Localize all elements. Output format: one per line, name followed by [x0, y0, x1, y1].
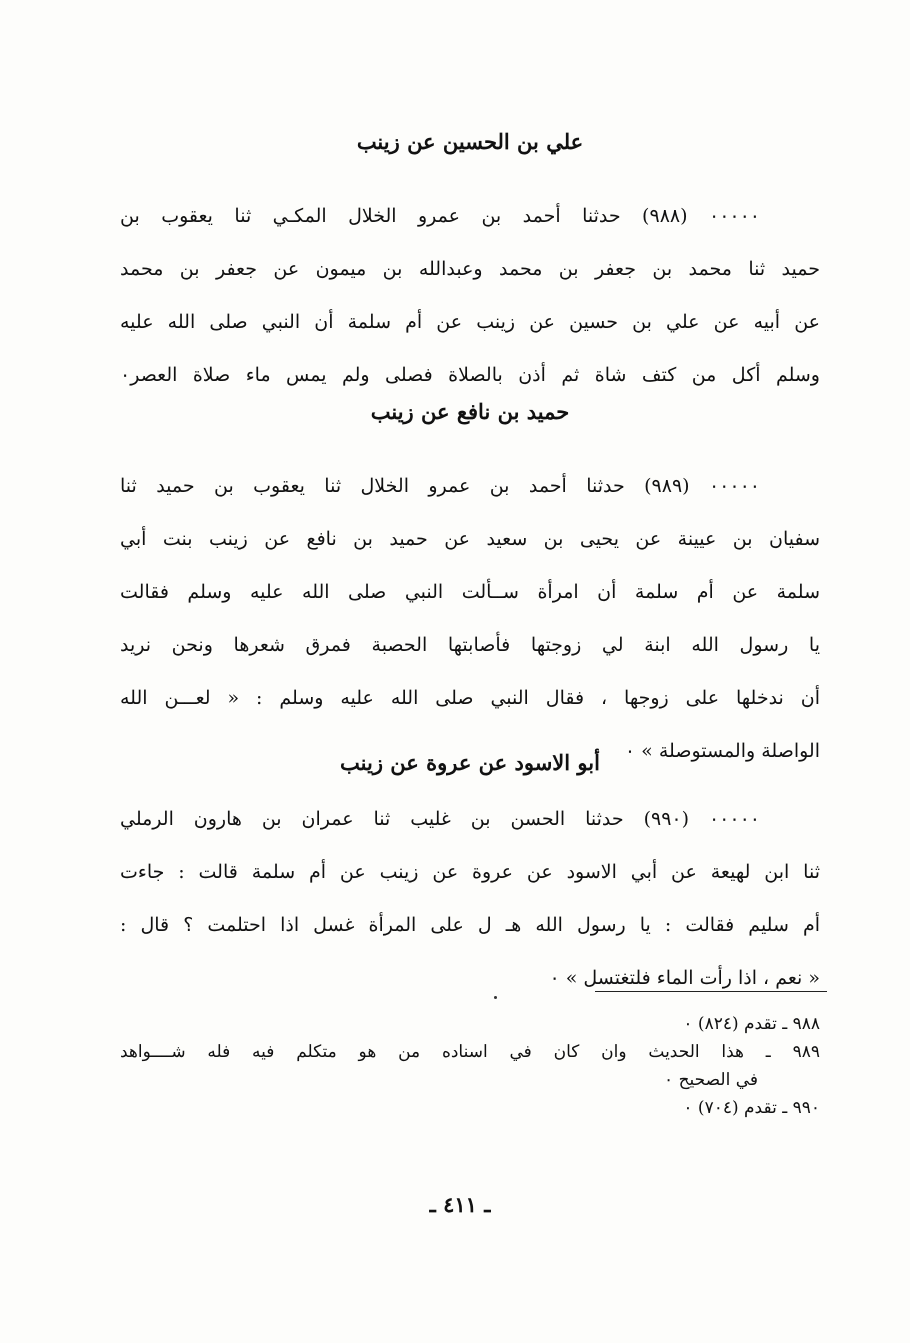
text-line: عن أبيه عن علي بن حسين عن زينب عن أم سلمة أن النبي صلى الله عليه: [120, 311, 820, 333]
text-line: ٠٠٠٠٠ (٩٩٠) حدثنا الحسن بن غليب ثنا عمران بن هارون الرملي: [120, 808, 760, 830]
text-line: سلمة عن أم سلمة أن امرأة ســألت النبي صلى الله عليه وسلم فقالت: [120, 581, 820, 603]
section-heading: علي بن الحسين عن زينب: [356, 129, 584, 154]
hadith-988: [120, 190, 820, 402]
stray-dot: [494, 996, 497, 999]
section-heading: أبو الاسود عن عروة عن زينب: [340, 750, 600, 775]
footnote: ٩٨٨ ـ تقدم (٨٢٤) ٠: [683, 1014, 820, 1034]
text-line: الواصلة والمستوصلة » ٠: [624, 740, 820, 762]
text-line: أم سليم فقالت : يا رسول الله هـ ل على المرأة غسل اذا احتلمت ؟ قال :: [120, 914, 820, 936]
hadith-989: [120, 460, 820, 778]
footnote: ٩٩٠ ـ تقدم (٧٠٤) ٠: [683, 1098, 820, 1118]
text-line: « نعم ، اذا رأت الماء فلتغتسل » ٠: [549, 967, 820, 989]
footnote-continuation: في الصحيح ٠: [664, 1070, 758, 1090]
text-line: سفيان بن عيينة عن يحيى بن سعيد عن حميد بن نافع عن زينب بنت أبي: [120, 528, 820, 550]
text-line: وسلم أكل من كتف شاة ثم أذن بالصلاة فصلى ولم يمس ماء صلاة العصر٠: [120, 364, 820, 386]
hadith-990: [120, 793, 820, 1005]
footnote-divider: [595, 991, 827, 992]
page-number: ـ ٤١١ ـ: [429, 1192, 491, 1217]
footnotes: [120, 1010, 820, 1122]
text-line: أن ندخلها على زوجها ، فقال النبي صلى الله عليه وسلم : « لعـــن الله: [120, 687, 820, 709]
footnote: ٩٨٩ ـ هذا الحديث وان كان في اسناده من هو متكلم فيه فله شــــواهد: [120, 1042, 820, 1062]
text-line: ثنا ابن لهيعة عن أبي الاسود عن عروة عن زينب عن أم سلمة قالت : جاءت: [120, 861, 820, 883]
section-heading: حميد بن نافع عن زينب: [370, 399, 570, 424]
text-line: حميد ثنا محمد بن جعفر بن محمد وعبدالله بن ميمون عن جعفر بن محمد: [120, 258, 820, 280]
text-line: ٠٠٠٠٠ (٩٨٨) حدثنا أحمد بن عمرو الخلال المكـي ثنا يعقوب بن: [120, 205, 761, 227]
text-line: يا رسول الله ابنة لي زوجتها فأصابتها الحصبة فمرق شعرها ونحن نريد: [120, 634, 820, 656]
text-line: ٠٠٠٠٠ (٩٨٩) حدثنا أحمد بن عمرو الخلال ثنا يعقوب بن حميد ثنا: [120, 475, 760, 497]
